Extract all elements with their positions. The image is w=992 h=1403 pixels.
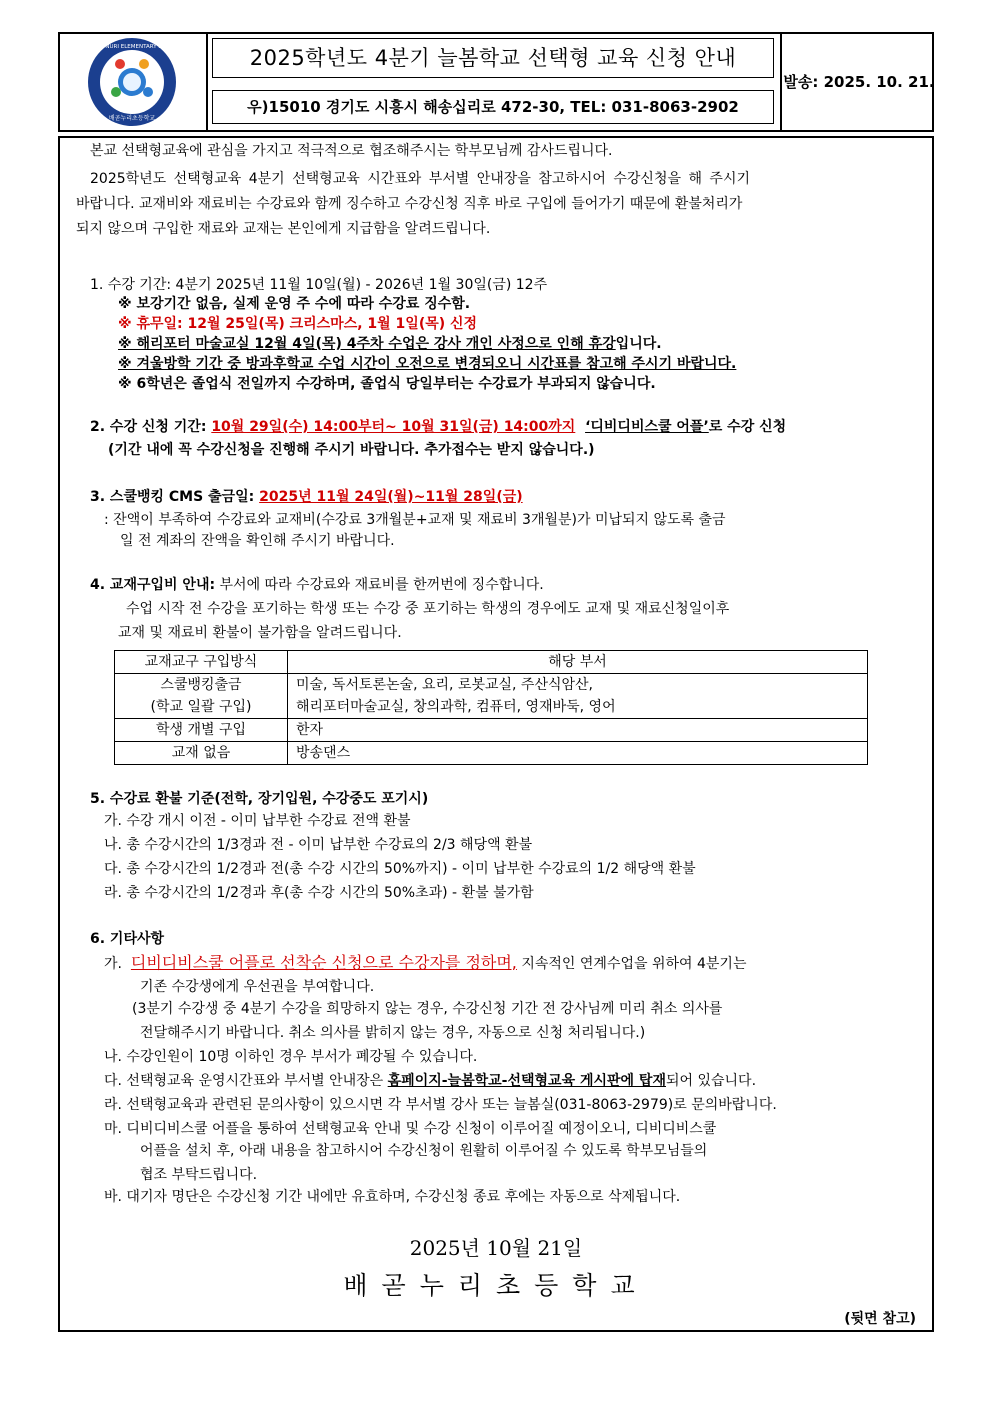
s4-line-1: 수업 시작 전 수강을 포기하는 학생 또는 수강 중 포기하는 학생의 경우에도 교재 및 재료신청일이후 <box>126 601 730 617</box>
s6-label: 6. 기타사항 <box>90 931 165 947</box>
s3-line <box>90 486 523 508</box>
s5-label: 5. 수강료 환불 기준(전학, 장기입원, 수강중도 포기시) <box>90 791 429 807</box>
s3-line-2: 일 전 계좌의 잔액을 확인해 주시기 바랍니다. <box>120 533 395 549</box>
intro-line-4: 되지 않으며 구입한 재료와 교재는 본인에게 지급함을 알려드립니다. <box>76 221 491 237</box>
s1-note-3 <box>118 333 662 355</box>
s5-item: 다. 총 수강시간의 1/2경과 전(총 수강 시간의 50%까지) - 이미 납부한 수강료의 1/2 해당액 환불 <box>104 861 696 877</box>
s6-da <box>104 1070 756 1092</box>
table-header-row <box>115 651 868 674</box>
s2-period: 10월 29일(수) 14:00부터~ 10월 31일(금) 14:00까지 <box>211 419 576 435</box>
title-cell <box>206 34 780 130</box>
s6-ga-line-3: (3분기 수강생 중 4분기 수강을 희망하지 않는 경우, 수강신청 기간 전 강사님께 미리 취소 의사를 <box>132 1001 723 1017</box>
table-cell-dept <box>288 674 868 719</box>
s4-line <box>90 574 544 596</box>
method-text: (학교 일괄 구입) <box>150 699 252 715</box>
s6-ga <box>104 952 746 975</box>
materials-table <box>114 650 868 765</box>
s6-da-tail: 되어 있습니다. <box>665 1073 757 1089</box>
s6-ga-line-4: 전달해주시기 바랍니다. 취소 의사를 밝히지 않는 경우, 자동으로 신청 처리됩니다.) <box>140 1025 646 1041</box>
s1-note-4: ※ 겨울방학 기간 중 방과후학교 수업 시간이 오전으로 변경되오니 시간표를 참고해 주시기 바랍니다. <box>118 356 737 372</box>
s2-app: ‘디비디비스쿨 어플’ <box>585 419 709 435</box>
s6-ra: 라. 선택형교육과 관련된 문의사항이 있으시면 각 부서별 강사 또는 늘봄실(031-8063-2979)로 문의바랍니다. <box>104 1097 777 1113</box>
table-row <box>115 719 868 742</box>
dept-text: 미술, 독서토론논술, 요리, 로봇교실, 주산식암산, <box>296 677 594 693</box>
s6-na: 나. 수강인원이 10명 이하인 경우 부서가 폐강될 수 있습니다. <box>104 1049 478 1065</box>
table-cell-method <box>115 674 288 719</box>
s1-note-3-tail: 입니다. <box>615 336 662 352</box>
school-logo-cell <box>60 34 208 130</box>
letter-body <box>58 136 934 1332</box>
s2-tail: 로 수강 신청 <box>708 419 787 435</box>
table-cell-method: 교재 없음 <box>115 742 288 765</box>
table-header-method: 교재교구 구입방식 <box>115 651 288 674</box>
issue-date: 발송: 2025. 10. 21. <box>780 34 936 130</box>
s6-ga-tail: 지속적인 연계수업을 위하여 4분기는 <box>516 956 747 972</box>
document-title: 2025학년도 4분기 늘봄학교 선택형 교육 신청 안내 <box>212 38 774 78</box>
s1-note-1: ※ 보강기간 없음, 실제 운영 주 수에 따라 수강료 징수함. <box>118 296 471 312</box>
s4-label-tail: 부서에 따라 수강료와 재료비를 한꺼번에 징수합니다. <box>215 577 544 593</box>
s4-line-2: 교재 및 재료비 환불이 불가함을 알려드립니다. <box>118 625 402 641</box>
s2-note: (기간 내에 꼭 수강신청을 진행해 주시기 바랍니다. 추가접수는 받지 않습니다.) <box>108 442 595 458</box>
s6-ga-highlight: 디비디비스쿨 어플로 선착순 신청으로 수강자를 정하며, <box>130 953 517 972</box>
intro-line-2: 2025학년도 선택형교육 4분기 선택형교육 시간표와 부서별 안내장을 참고하시어 수강신청을 해 주시기 <box>90 171 750 187</box>
s6-ma-2: 어플을 설치 후, 아래 내용을 참고하시어 수강신청이 원활히 이루어질 수 있도록 학부모님들의 <box>140 1143 708 1159</box>
school-logo <box>60 34 204 130</box>
s6-ma-3: 협조 부탁드립니다. <box>140 1167 258 1183</box>
table-cell-method: 학생 개별 구입 <box>115 719 288 742</box>
table-cell-dept: 방송댄스 <box>288 742 868 765</box>
s6-da-link: 홈페이지-늘봄학교-선택형교육 게시판에 탑재 <box>387 1073 666 1089</box>
dept-text: 해리포터마술교실, 창의과학, 컴퓨터, 영재바둑, 영어 <box>296 699 616 715</box>
s1-note-holiday: ※ 휴무일: 12월 25일(목) 크리스마스, 1월 1일(목) 신정 <box>118 316 478 332</box>
table-cell-dept: 한자 <box>288 719 868 742</box>
s1-note-3-underlined: ※ 해리포터 마술교실 12월 4일(목) 4주차 수업은 강사 개인 사정으로 인해 휴강 <box>118 336 616 352</box>
s1-label: 1. 수강 기간: 4분기 2025년 11월 10일(월) - 2026년 1월 30일(금) 12주 <box>90 277 548 293</box>
s6-ga-line-2: 기존 수강생에게 우선권을 부여합니다. <box>140 979 375 995</box>
s3-date: 2025년 11월 24일(월)~11월 28일(금) <box>259 489 523 505</box>
s4-label: 4. 교재구입비 안내: <box>90 577 216 593</box>
intro-line-3: 바랍니다. 교재비와 재료비는 수강료와 함께 징수하고 수강신청 직후 바로 구입에 들어가기 때문에 환불처리가 <box>76 196 743 212</box>
s6-ba: 바. 대기자 명단은 수강신청 기간 내에만 유효하며, 수강신청 종료 후에는 자동으로 삭제됩니다. <box>104 1189 681 1205</box>
s5-item: 가. 수강 개시 이전 - 이미 납부한 수강료 전액 환불 <box>104 813 411 829</box>
footer-school-name: 배곧누리초등학교 <box>343 1271 649 1300</box>
s6-ga-prefix: 가. <box>104 956 122 972</box>
table-header-dept: 해당 부서 <box>288 651 868 674</box>
letter-header <box>58 32 934 132</box>
logo-top-text: BAEGOTNURI ELEMENTARY SCHOOL <box>82 44 182 50</box>
s3-line-1: : 잔액이 부족하여 수강료와 교재비(수강료 3개월분+교재 및 재료비 3개월분)가 미납되지 않도록 출금 <box>104 512 726 528</box>
s3-label: 3. 스쿨뱅킹 CMS 출금일: <box>90 489 255 505</box>
intro-line-1: 본교 선택형교육에 관심을 가지고 적극적으로 협조해주시는 학부모님께 감사드립니다. <box>90 143 613 159</box>
s1-note-5: ※ 6학년은 졸업식 전일까지 수강하며, 졸업식 당일부터는 수강료가 부과되지 않습니다. <box>118 376 656 392</box>
s6-ma-1: 마. 디비디비스쿨 어플을 통하여 선택형교육 안내 및 수강 신청이 이루어질 예정이오니, 디비디비스쿨 <box>104 1121 717 1137</box>
s5-item: 나. 총 수강시간의 1/3경과 전 - 이미 납부한 수강료의 2/3 해당액 환불 <box>104 837 533 853</box>
s2-label: 2. 수강 신청 기간: <box>90 419 207 435</box>
s6-da-text: 다. 선택형교육 운영시간표와 부서별 안내장은 <box>104 1073 388 1089</box>
table-row <box>115 742 868 765</box>
footer-date: 2025년 10월 21일 <box>409 1236 583 1260</box>
see-back-note: (뒷면 참고) <box>844 1311 916 1327</box>
s2-line <box>90 416 786 438</box>
s5-item: 라. 총 수강시간의 1/2경과 후(총 수강 시간의 50%초과) - 환불 불가함 <box>104 885 534 901</box>
logo-bottom-text: 배곧누리초등학교 <box>108 115 156 122</box>
school-address: 우)15010 경기도 시흥시 해송십리로 472-30, TEL: 031-8063-2902 <box>212 90 774 124</box>
table-row <box>115 674 868 719</box>
method-text: 스쿨뱅킹출금 <box>160 677 242 693</box>
